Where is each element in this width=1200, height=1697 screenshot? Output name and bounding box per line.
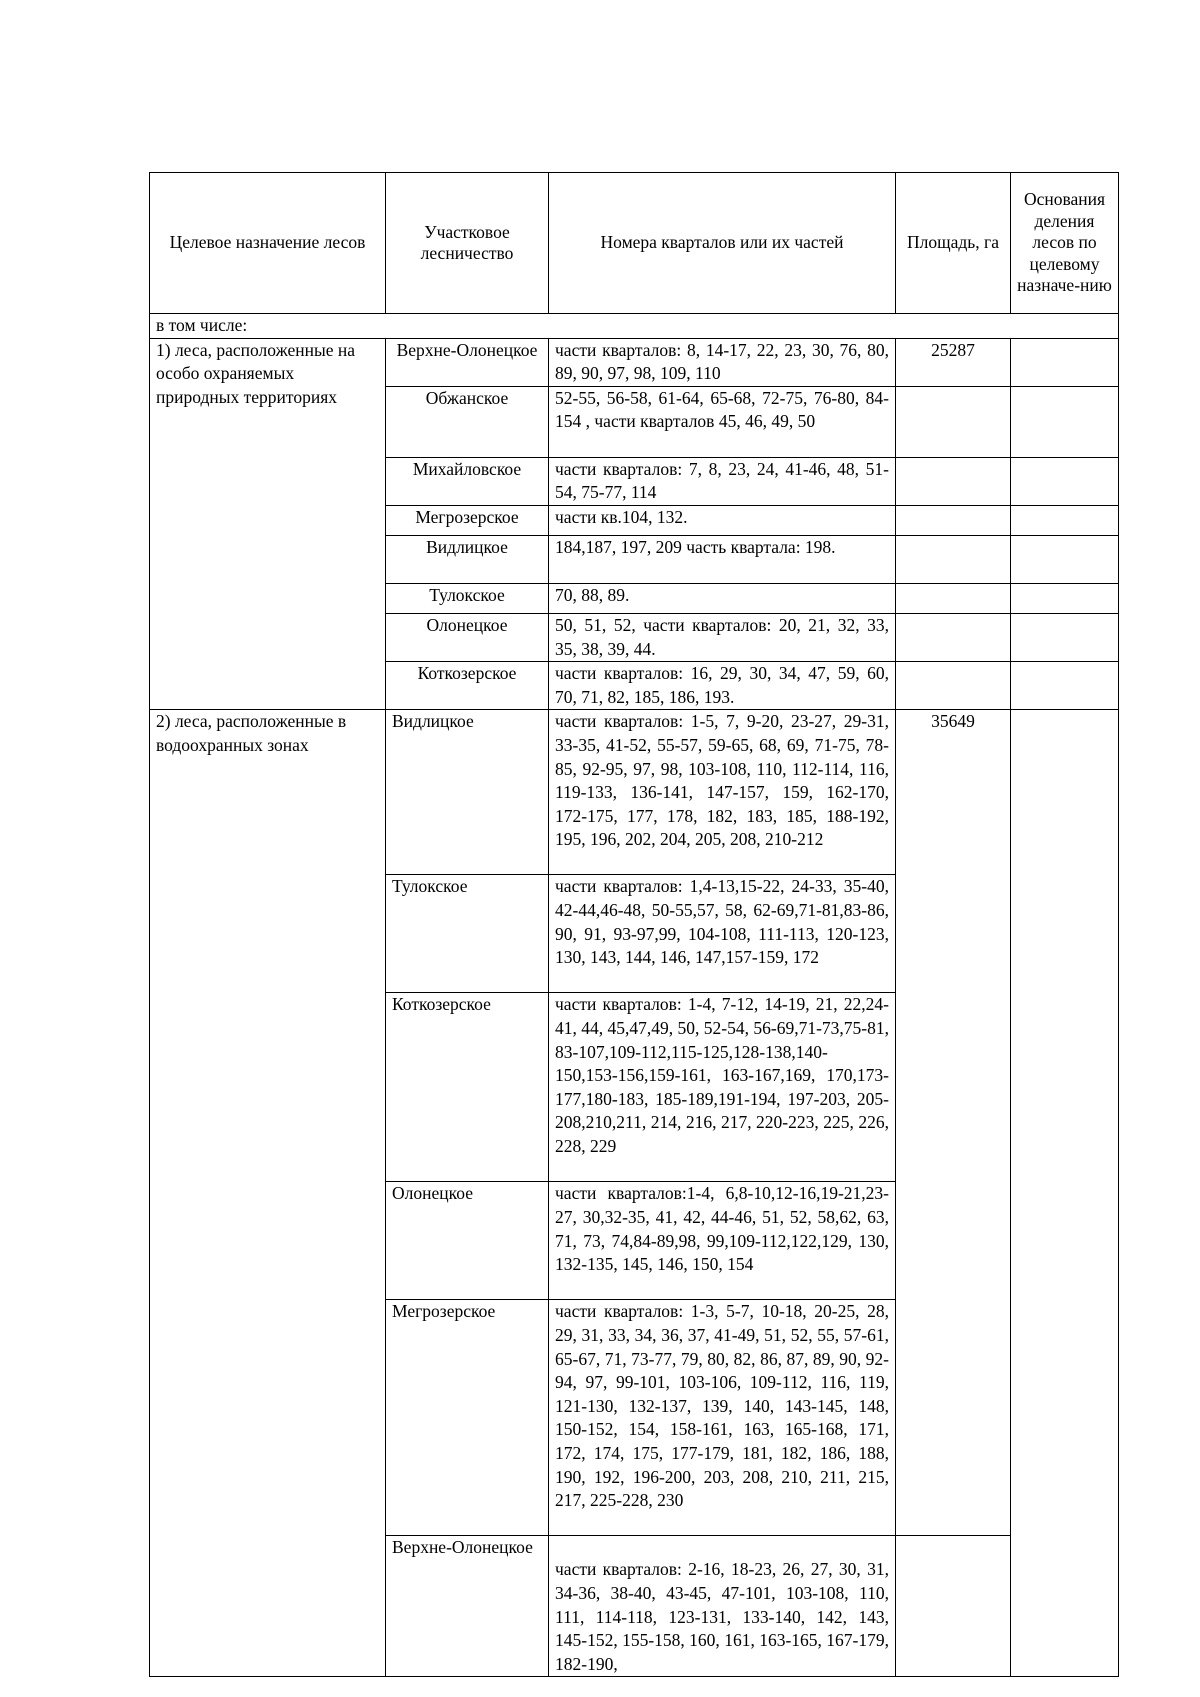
- forestry-cell: Видлицкое: [386, 535, 549, 583]
- quarters-cell: 50, 51, 52, части кварталов: 20, 21, 32, 33, 35, 38, 39, 44.: [549, 613, 896, 661]
- quarters-cell: части кварталов:1-4, 6,8-10,12-16,19-21,23-27, 30,32-35, 41, 42, 44-46, 51, 52, 58,62, 63, 71, 73, 74,84-89,98, 99,109-112,122,129, 130, 132-135, 145, 146, 150, 154: [549, 1182, 896, 1300]
- forestry-cell: Верхне-Олонецкое: [386, 1536, 549, 1677]
- quarters-cell: части кварталов: 16, 29, 30, 34, 47, 59, 60, 70, 71, 82, 185, 186, 193.: [549, 662, 896, 710]
- basis-cell: [1011, 535, 1119, 583]
- basis-cell: [1011, 505, 1119, 535]
- table-row: [150, 338, 1119, 386]
- forestry-cell: Тулокское: [386, 583, 549, 613]
- area-cell: [896, 583, 1011, 613]
- table-row: [150, 710, 1119, 875]
- area-cell: 25287: [896, 338, 1011, 386]
- header-quarters: Номера кварталов или их частей: [549, 173, 896, 314]
- quarters-cell: части кварталов: 1,4-13,15-22, 24-33, 35-40, 42-44,46-48, 50-55,57, 58, 62-69,71-81,83-86, 90, 91, 93-97,99, 104-108, 111-113, 120-123, 130, 143, 144, 146, 147,157-159, 172: [549, 875, 896, 993]
- forestry-cell: Михайловское: [386, 457, 549, 505]
- forestry-cell: Тулокское: [386, 875, 549, 993]
- basis-cell: [1011, 457, 1119, 505]
- quarters-cell: части кварталов: 1-4, 7-12, 14-19, 21, 22,24-41, 44, 45,47,49, 50, 52-54, 56-69,71-73,75-81, 83-107,109-112,115-125,128-138,140-150,153-156,159-161, 163-167,169, 170,173-177,180-183, 185-189,191-194, 197-203, 205-208,210,211, 214, 216, 217, 220-223, 225, 226, 228, 229: [549, 993, 896, 1182]
- including-row: [150, 314, 1119, 339]
- quarters-cell: 52-55, 56-58, 61-64, 65-68, 72-75, 76-80, 84-154 , части кварталов 45, 46, 49, 50: [549, 386, 896, 457]
- quarters-cell: части кварталов: 7, 8, 23, 24, 41-46, 48, 51-54, 75-77, 114: [549, 457, 896, 505]
- forest-purpose-table: [149, 172, 1119, 1677]
- basis-cell: [1011, 662, 1119, 710]
- area-cell: [896, 613, 1011, 661]
- quarters-cell: части кварталов: 2-16, 18-23, 26, 27, 30, 31, 34-36, 38-40, 43-45, 47-101, 103-108, 110, 111, 114-118, 123-131, 133-140, 142, 143, 145-152, 155-158, 160, 161, 163-165, 167-179, 182-190,: [549, 1536, 896, 1677]
- area-cell: [896, 1536, 1011, 1677]
- basis-cell: [1011, 613, 1119, 661]
- forestry-cell: Олонецкое: [386, 1182, 549, 1300]
- area-cell: 35649: [896, 710, 1011, 1536]
- area-cell: [896, 662, 1011, 710]
- quarters-cell: 70, 88, 89.: [549, 583, 896, 613]
- quarters-cell: 184,187, 197, 209 часть квартала: 198.: [549, 535, 896, 583]
- forestry-cell: Обжанское: [386, 386, 549, 457]
- area-cell: [896, 386, 1011, 457]
- header-row: [150, 173, 1119, 314]
- basis-cell: [1011, 583, 1119, 613]
- purpose-cell: 2) леса, расположенные в водоохранных зонах: [150, 710, 386, 1677]
- quarters-cell: части кварталов: 1-5, 7, 9-20, 23-27, 29-31, 33-35, 41-52, 55-57, 59-65, 68, 69, 71-75, 78-85, 92-95, 97, 98, 103-108, 110, 112-114, 116, 119-133, 136-141, 147-157, 159, 162-170, 172-175, 177, 178, 182, 183, 185, 188-192, 195, 196, 202, 204, 205, 208, 210-212: [549, 710, 896, 875]
- forestry-cell: Мегрозерское: [386, 505, 549, 535]
- basis-cell: [1011, 710, 1119, 1677]
- header-purpose: Целевое назначение лесов: [150, 173, 386, 314]
- forestry-cell: Олонецкое: [386, 613, 549, 661]
- header-forestry: Участковое лесничество: [386, 173, 549, 314]
- header-area: Площадь, га: [896, 173, 1011, 314]
- area-cell: [896, 457, 1011, 505]
- purpose-cell: 1) леса, расположенные на особо охраняемых природных территориях: [150, 338, 386, 710]
- header-basis: Основания деления лесов по целевому назначе-нию: [1011, 173, 1119, 314]
- forestry-cell: Коткозерское: [386, 993, 549, 1182]
- area-cell: [896, 535, 1011, 583]
- area-cell: [896, 505, 1011, 535]
- forestry-cell: Видлицкое: [386, 710, 549, 875]
- quarters-cell: части кв.104, 132.: [549, 505, 896, 535]
- quarters-cell: части кварталов: 8, 14-17, 22, 23, 30, 76, 80, 89, 90, 97, 98, 109, 110: [549, 338, 896, 386]
- including-label: в том числе:: [150, 314, 1119, 339]
- forestry-cell: Мегрозерское: [386, 1300, 549, 1536]
- quarters-cell: части кварталов: 1-3, 5-7, 10-18, 20-25, 28, 29, 31, 33, 34, 36, 37, 41-49, 51, 52, 55, 57-61, 65-67, 71, 73-77, 79, 80, 82, 86, 87, 89, 90, 92-94, 97, 99-101, 103-106, 109-112, 116, 119, 121-130, 132-137, 139, 140, 143-145, 148, 150-152, 154, 158-161, 163, 165-168, 171, 172, 174, 175, 177-179, 181, 182, 186, 188, 190, 192, 196-200, 203, 208, 210, 211, 215, 217, 225-228, 230: [549, 1300, 896, 1536]
- basis-cell: [1011, 338, 1119, 386]
- forestry-cell: Верхне-Олонецкое: [386, 338, 549, 386]
- forestry-cell: Коткозерское: [386, 662, 549, 710]
- basis-cell: [1011, 386, 1119, 457]
